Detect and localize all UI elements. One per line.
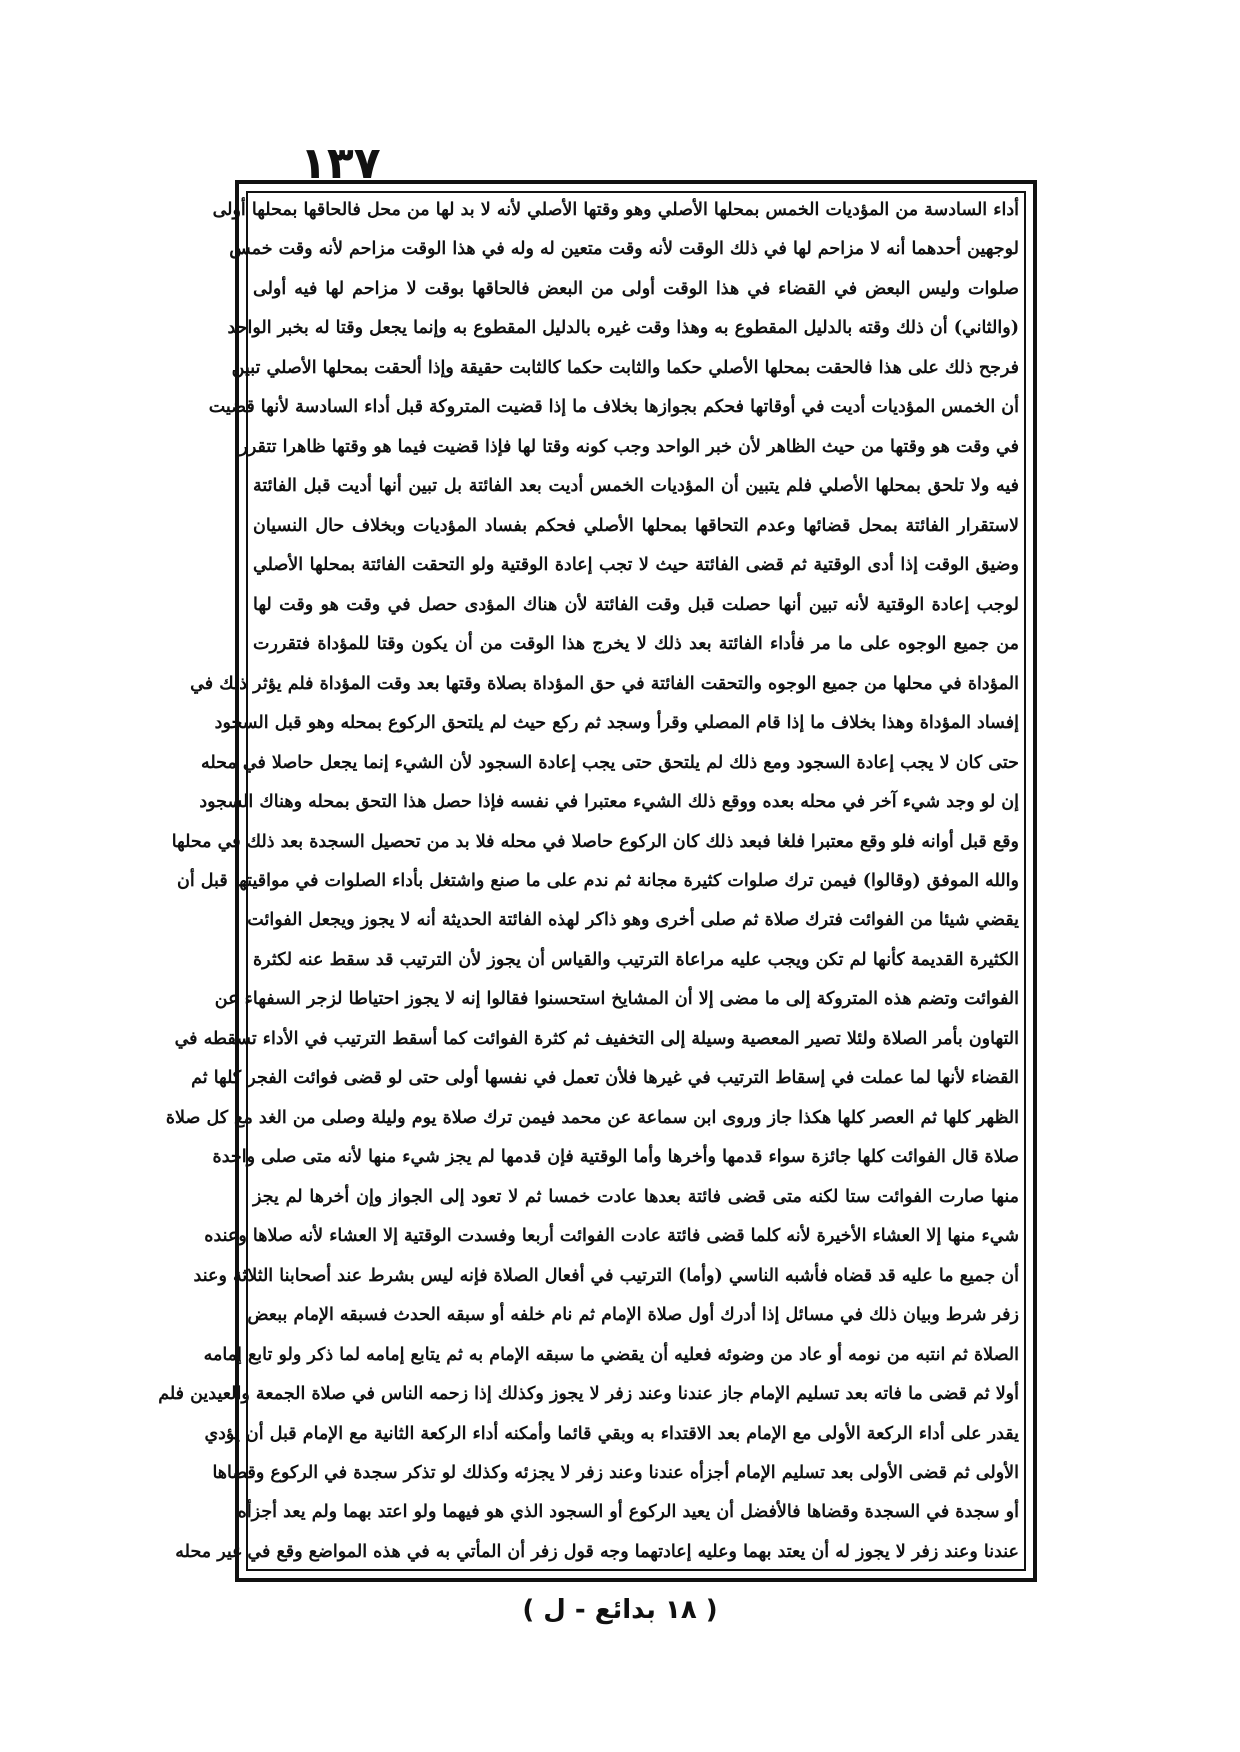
text-line: حتى كان لا يجب إعادة السجود ومع ذلك لم يلتحق حتى يجب إعادة السجود لأن الشيء إنما يجعل حاصلا في محله bbox=[200, 752, 1019, 773]
text-line: لوجهين أحدهما أنه لا مزاحم لها في ذلك الوقت لأنه وقت متعين له وله في هذا الوقت مزاحم لأنه وقت خمس bbox=[229, 239, 1019, 260]
text-line: أن جميع ما عليه قد قضاه فأشبه الناسي (وأما) الترتيب في أفعال الصلاة فإنه ليس بشرط عند أصحابنا الثلاثة وعند bbox=[193, 1265, 1019, 1286]
text-line: من جميع الوجوه على ما مر فأداء الفائتة بعد ذلك لا يخرج هذا الوقت من أن يكون وقتا للمؤداة فتقررت bbox=[253, 634, 1019, 655]
text-line: زفر شرط وبيان ذلك في مسائل إذا أدرك أول صلاة الإمام ثم نام خلفه أو سبقه الحدث فسبقه الإمام ببعض bbox=[247, 1305, 1019, 1326]
footer-signature: ( ١٨ بدائع - ل ) bbox=[522, 1595, 718, 1625]
text-line: أن الخمس المؤديات أديت في أوقاتها فحكم بجوازها بخلاف ما إذا قضيت المتروكة قبل أداء السادسة لأنها قضيت bbox=[208, 397, 1019, 418]
text-line: إن لو وجد شيء آخر في محله بعده ووقع ذلك الشيء معتبرا في نفسه فإذا حصل هذا التحق بمحله وهناك السجود bbox=[199, 792, 1019, 813]
text-line: أو سجدة في السجدة وقضاها فالأفضل أن يعيد الركوع أو السجود الذي هو فيهما ولو اعتد بهما ولم يعد أجزأه bbox=[237, 1502, 1019, 1523]
text-line: إفساد المؤداة وهذا بخلاف ما إذا قام المصلي وقرأ وسجد ثم ركع حيث لم يلتحق الركوع بمحله وهو قبل السجود bbox=[214, 713, 1019, 734]
text-line: (والثاني) أن ذلك وقته بالدليل المقطوع به وهذا وقت غيره بالدليل المقطوع به وإنما يجعل وقتا له بخبر الواحد bbox=[227, 318, 1019, 339]
text-line: صلاة قال الفوائت كلها جائزة سواء قدمها وأخرها وأما الوقتية فإن قدمها لم يجز شيء منها لأنه متى صلى واحدة bbox=[212, 1147, 1019, 1168]
text-line: وضيق الوقت إذا أدى الوقتية ثم قضى الفائتة حيث لا تجب إعادة الوقتية ولو التحقت الفائتة بمحلها الأصلي bbox=[253, 555, 1019, 576]
text-line: شيء منها إلا العشاء الأخيرة لأنه كلما قضى فائتة عادت الفوائت أربعا وفسدت الوقتية إلا العشاء لأنه صلاها وعنده bbox=[204, 1226, 1019, 1247]
text-line: عندنا وعند زفر لا يجوز له أن يعتد بهما وعليه إعادتهما وجه قول زفر أن المأتي به في هذه المواضع وقع في غير محله bbox=[175, 1541, 1019, 1562]
text-line: أولا ثم قضى ما فاته بعد تسليم الإمام جاز عندنا وعند زفر لا يجوز وكذلك إذا زحمه الناس في صلاة الجمعة والعيدين فلم bbox=[158, 1384, 1019, 1405]
text-line: الفوائت وتضم هذه المتروكة إلى ما مضى إلا أن المشايخ استحسنوا فقالوا إنه لا يجوز احتياطا لزجر السفهاء عن bbox=[214, 989, 1019, 1010]
text-line: يقضي شيئا من الفوائت فترك صلاة ثم صلى أخرى وهو ذاكر لهذه الفائتة الحديثة أنه لا يجوز ويجعل الفوائت bbox=[247, 910, 1019, 931]
text-line: لوجب إعادة الوقتية لأنه تبين أنها حصلت قبل وقت الفائتة لأن هناك المؤدى حصل في وقت هو وقت لها bbox=[253, 594, 1019, 615]
page-number: ١٣٧ bbox=[300, 138, 381, 189]
text-line: فرجح ذلك على هذا فالحقت بمحلها الأصلي حكما والثابت حكما كالثابت حقيقة وإذا ألحقت بمحلها الأصلي تبين bbox=[231, 357, 1019, 378]
text-line: في وقت هو وقتها من حيث الظاهر لأن خبر الواحد وجب كونه وقتا لها فإذا قضيت فيما هو وقتها ظاهرا تتقرر bbox=[239, 436, 1019, 457]
text-line: القضاء لأنها لما عملت في إسقاط الترتيب في غيرها فلأن تعمل في نفسها أولى حتى لو قضى فوائت الفجر كلها ثم bbox=[191, 1068, 1019, 1089]
text-line: المؤداة في محلها من جميع الوجوه والتحقت الفائتة في حق المؤداة بصلاة وقتها بعد وقت المؤداة فلم يؤثر ذلك في bbox=[190, 673, 1019, 694]
text-line: الأولى ثم قضى الأولى بعد تسليم الإمام أجزأه عندنا وعند زفر لا يجزئه وكذلك لو تذكر سجدة في الركوع وقضاها bbox=[212, 1463, 1019, 1483]
text-body bbox=[158, 192, 1020, 1570]
text-line: الصلاة ثم انتبه من نومه أو عاد من وضوئه فعليه أن يقضي ما سبقه الإمام به ثم يتابع إمامه لما ذكر ولو تابع إمامه bbox=[203, 1344, 1019, 1365]
text-line: صلوات وليس البعض في القضاء في هذا الوقت أولى من البعض فالحاقها بوقت لا مزاحم لها فيه أولى bbox=[253, 278, 1019, 299]
text-line: لاستقرار الفائتة بمحل قضائها وعدم التحاقها بمحلها الأصلي فحكم بفساد المؤديات وبخلاف حال النسيان bbox=[253, 515, 1020, 536]
text-line: منها صارت الفوائت ستا لكنه متى قضى فائتة بعدها عادت خمسا ثم لا تعود إلى الجواز وإن أخرها لم يجز bbox=[253, 1186, 1019, 1207]
text-line: فيه ولا تلحق بمحلها الأصلي فلم يتبين أن المؤديات الخمس أديت بعد الفائتة بل تبين أنها أديت قبل الفائتة bbox=[253, 476, 1019, 497]
text-line: التهاون بأمر الصلاة ولئلا تصير المعصية وسيلة إلى التخفيف ثم كثرة الفوائت كما أسقط الترتيب في الأداء تسقطه في bbox=[174, 1028, 1019, 1049]
text-line: الظهر كلها ثم العصر كلها هكذا جاز وروى ابن سماعة عن محمد فيمن ترك صلاة يوم وليلة وصلى من الغد مع كل صلاة bbox=[165, 1107, 1019, 1128]
text-line: أداء السادسة من المؤديات الخمس بمحلها الأصلي وهو وقتها الأصلي لأنه لا بد لها من محل فالحاقها بمحلها أولى bbox=[212, 200, 1019, 220]
text-line: يقدر على أداء الركعة الأولى مع الإمام بعد الاقتداء به وبقي قائما وأمكنه أداء الركعة الثانية مع الإمام قبل أن يؤدي bbox=[204, 1423, 1019, 1444]
text-line: الكثيرة القديمة كأنها لم تكن ويجب عليه مراعاة الترتيب والقياس أن يجوز لأن الترتيب قد سقط عنه لكثرة bbox=[253, 949, 1019, 970]
text-frame bbox=[158, 180, 1037, 1582]
text-line: والله الموفق (وقالوا) فيمن ترك صلوات كثيرة مجانة ثم ندم على ما صنع واشتغل بأداء الصلوات في مواقيتها قبل أن bbox=[176, 870, 1019, 891]
text-line: وقع قبل أوانه فلو وقع معتبرا فلغا فبعد ذلك كان الركوع حاصلا في محله فلا بد من تحصيل السجدة بعد ذلك في محلها bbox=[171, 831, 1019, 852]
